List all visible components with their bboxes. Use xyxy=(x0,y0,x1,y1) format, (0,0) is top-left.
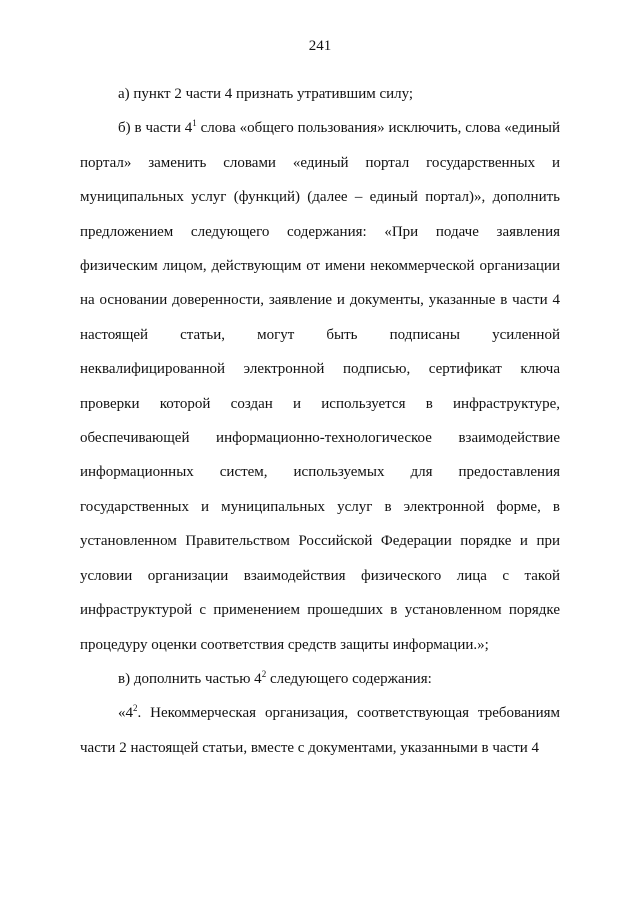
paragraph-b-lead: б) в части 4 xyxy=(118,120,193,137)
paragraph-c xyxy=(80,662,560,696)
paragraph-d-lead: «4 xyxy=(118,705,133,722)
paragraph-d-text: . Некоммерческая организация, соответствующая требованиям части 2 настоящей статьи, вместе с документами, указанными в части 4 xyxy=(80,705,560,756)
paragraph-c-superscript: 2 xyxy=(261,668,267,679)
paragraph-a-text: а) пункт 2 части 4 признать утратившим силу; xyxy=(118,86,414,102)
paragraph-b-superscript: 1 xyxy=(192,118,197,129)
paragraph-b-text: слова «общего пользования» исключить, слова «единый портал» заменить словами «единый портал государственных и муниципальных услуг (функций) (далее – единый портал)», дополнить предложением следующего содержания: «При подаче заявления физическим лицом, действующим от имени некоммерческой организации на основании доверенности, заявление и документы, указанные в части 4 настоящей статьи, могут быть подписаны усиленной неквалифицированной электронной подписью, сертификат ключа проверки которой создан и используется в инфраструктуре, обеспечивающей информационно-технологическое взаимодействие информационных систем, используемых для предоставления государственных и муниципальных услуг в электронной форме, в установленном Правительством Российской Федерации порядке и при условии организации взаимодействия физического лица с такой инфраструктурой с применением прошедших в установленном порядке процедуру оценки соответствия средств защиты информации.»; xyxy=(80,120,561,653)
document-body xyxy=(80,77,560,765)
paragraph-b xyxy=(80,111,560,662)
paragraph-d xyxy=(80,696,560,765)
paragraph-c-text: следующего содержания: xyxy=(266,670,432,687)
page-number: 241 xyxy=(308,38,332,54)
paragraph-c-lead: в) дополнить частью 4 xyxy=(118,670,262,687)
paragraph-a xyxy=(80,77,560,111)
paragraph-d-superscript: 2 xyxy=(133,703,138,714)
